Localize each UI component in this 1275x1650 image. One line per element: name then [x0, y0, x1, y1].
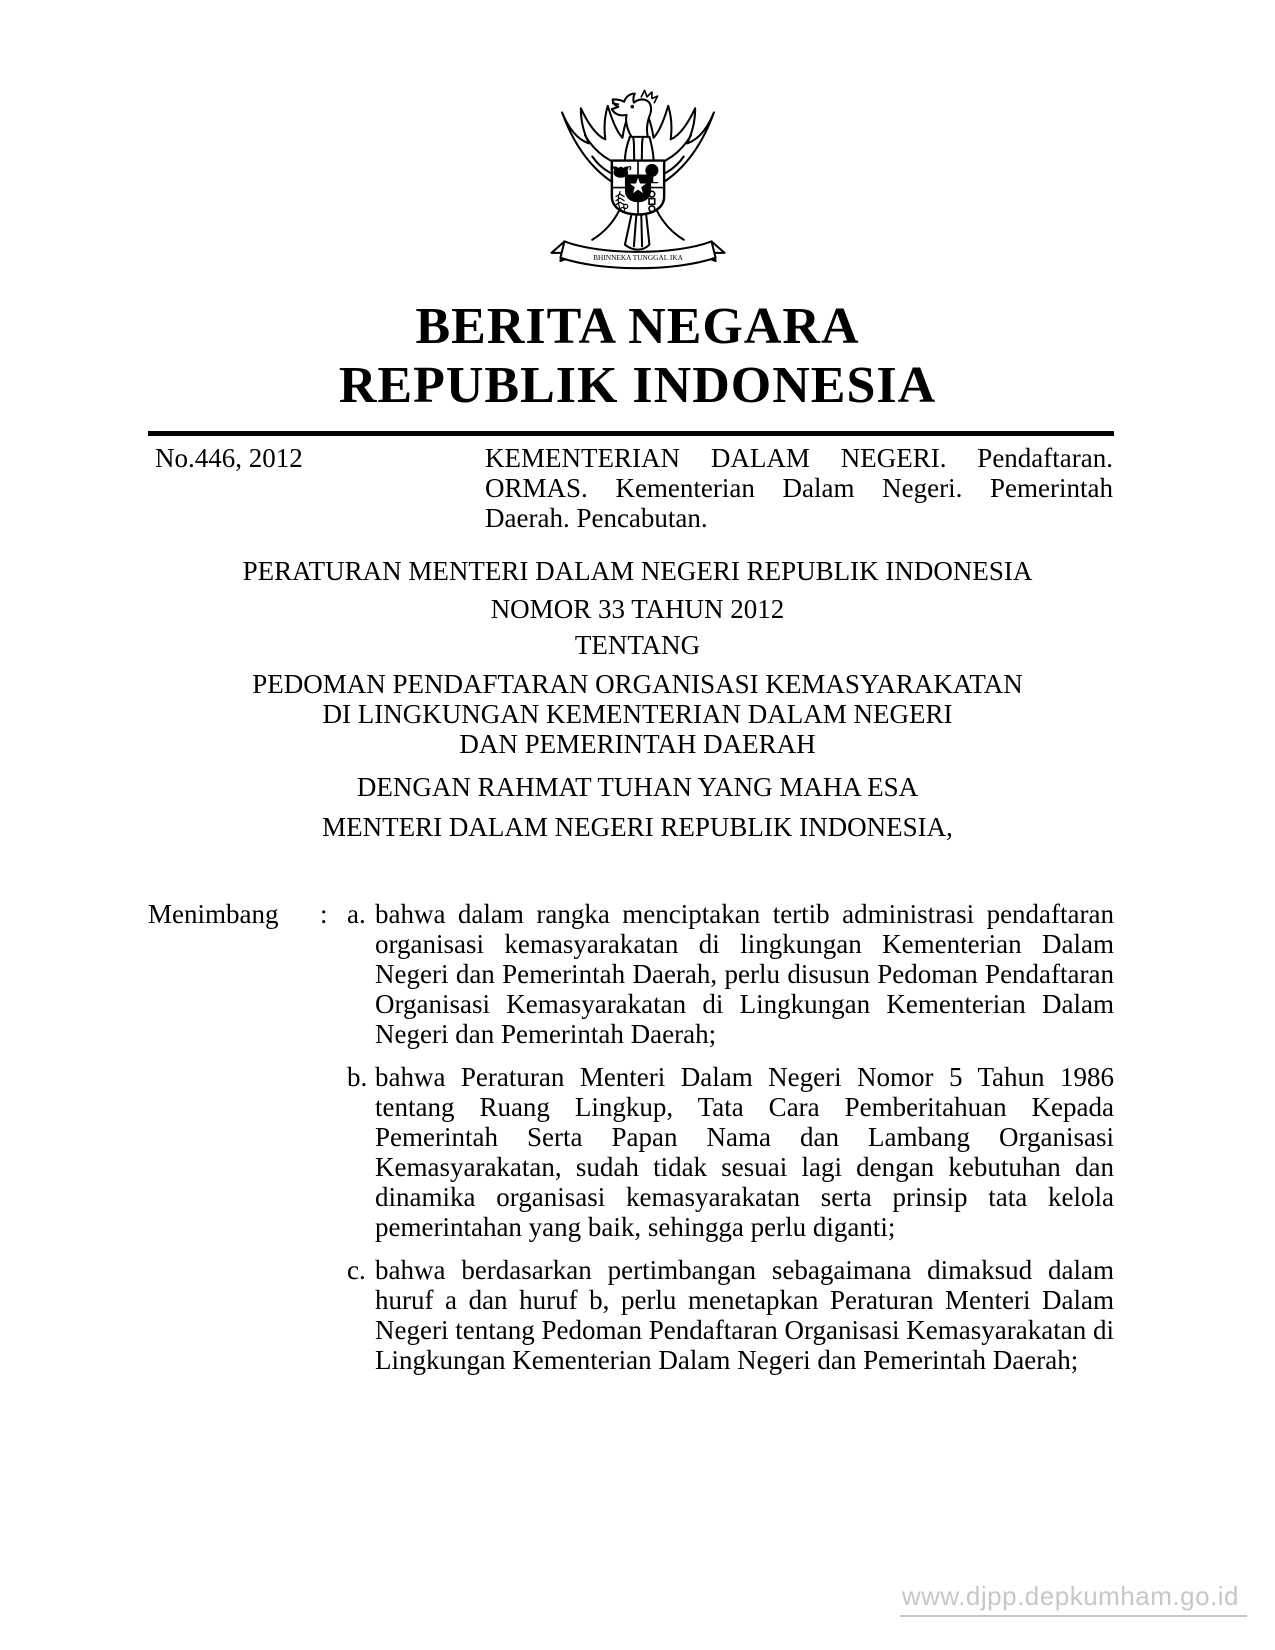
- regulation-heading: [0, 556, 1275, 842]
- gazette-number: No.446, 2012: [155, 443, 303, 473]
- gazette-title: [0, 297, 1275, 415]
- considerations-label: Menimbang: [148, 899, 279, 929]
- issuer-line: MENTERI DALAM NEGERI REPUBLIK INDONESIA,: [322, 812, 953, 842]
- tentang-label: TENTANG: [574, 630, 701, 660]
- consideration-text: bahwa dalam rangka menciptakan tertib administrasi pendaftaran organisasi kemasyarakatan di lingkungan Kementerian Dalam Negeri dan Pemerintah Daerah, perlu disusun Pedoman Pendaftaran Organisasi Kemasyarakatan di Lingkungan Kementerian Dalam Negeri dan Pemerintah Daerah;: [375, 899, 1114, 1049]
- regulation-subject-line3: DAN PEMERINTAH DAERAH: [459, 729, 816, 759]
- regulation-subject-line1: PEDOMAN PENDAFTARAN ORGANISASI KEMASYARAKATAN: [252, 669, 1023, 699]
- bull-icon: [613, 166, 628, 177]
- consideration-text: bahwa berdasarkan pertimbangan sebagaimana dimaksud dalam huruf a dan huruf b, perlu menetapkan Peraturan Menteri Dalam Negeri tentang Pedoman Pendaftaran Organisasi Kemasyarakatan di Lingkungan Kementerian Dalam Negeri dan Pemerintah Daerah;: [375, 1255, 1114, 1375]
- consideration-item: [347, 899, 1114, 1049]
- regulation-number-line: NOMOR 33 TAHUN 2012: [490, 594, 785, 624]
- considerations-list: [347, 899, 1114, 1388]
- gazette-title-line1: BERITA NEGARA: [415, 298, 860, 355]
- emblem-motto: BHINNEKA TUNGGAL IKA: [592, 253, 683, 263]
- consideration-letter: c.: [347, 1255, 366, 1285]
- tail-and-legs: [592, 210, 683, 249]
- invocation-line: DENGAN RAHMAT TUHAN YANG MAHA ESA: [356, 772, 919, 802]
- consideration-text: bahwa Peraturan Menteri Dalam Negeri Nomor 5 Tahun 1986 tentang Ruang Lingkup, Tata Cara Pemberitahuan Kepada Pemerintah Serta Papan Nama dan Lambang Organisasi Kemasyarakatan, sudah tidak sesuai lagi dengan kebutuhan dan dinamika organisasi kemasyarakatan serta prinsip tata kelola pemerintahan yang baik, sehingga perlu diganti;: [375, 1062, 1114, 1242]
- regulation-subject-line2: DI LINGKUNGAN KEMENTERIAN DALAM NEGERI: [322, 699, 953, 729]
- masthead-divider: [148, 431, 1114, 436]
- gazette-subject-abstract: KEMENTERIAN DALAM NEGERI. Pendaftaran. ORMAS. Kementerian Dalam Negeri. Pemerintah Daerah. Pencabutan.: [485, 443, 1113, 533]
- consideration-letter: a.: [347, 899, 366, 929]
- consideration-item: [347, 1062, 1114, 1242]
- consideration-letter: b.: [347, 1062, 368, 1092]
- consideration-item: [347, 1255, 1114, 1375]
- banyan-tree-icon: [645, 164, 658, 177]
- regulation-title-line: PERATURAN MENTERI DALAM NEGERI REPUBLIK INDONESIA: [242, 556, 1033, 586]
- gazette-title-line2: REPUBLIK INDONESIA: [338, 357, 937, 414]
- garuda-pancasila-emblem: [540, 86, 736, 276]
- considerations-section: [148, 899, 1114, 1388]
- watermark-url: www.djpp.depkumham.go.id: [900, 1581, 1247, 1617]
- masthead: [0, 297, 1275, 533]
- considerations-separator: :: [320, 899, 328, 929]
- pancasila-shield: [611, 161, 664, 215]
- masthead-row: [155, 443, 1113, 533]
